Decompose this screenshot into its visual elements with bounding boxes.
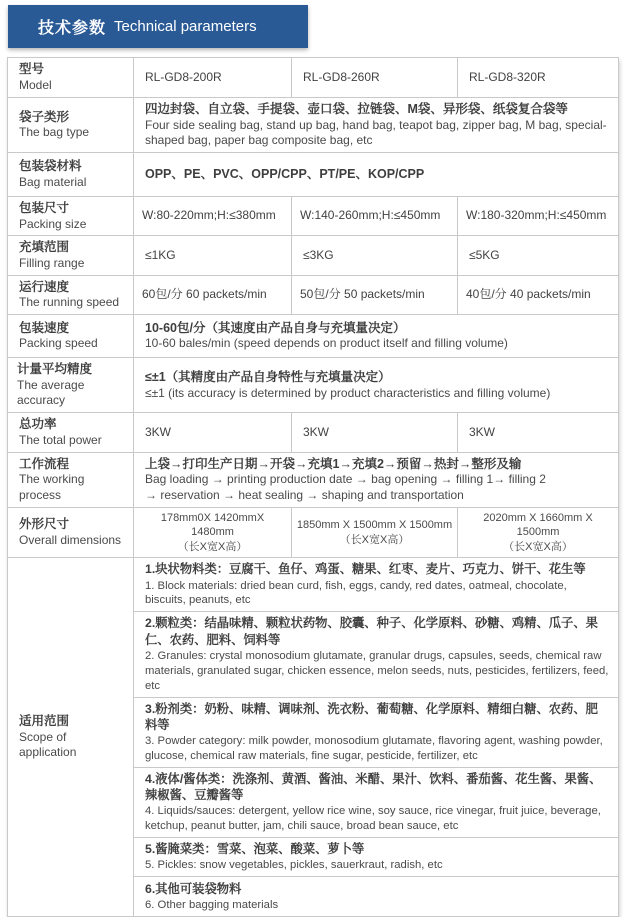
bag-type-label [8,98,134,153]
total-power-value-1: 3KW [134,413,292,452]
row-packing-size [8,197,619,236]
packing-speed-value [134,315,619,358]
model-label-en: Model [19,77,52,92]
dimensions-label-en: Overall dimensions [19,532,122,547]
working-process-label-zh: 工作流程 [19,456,70,471]
row-scope-1 [8,558,619,612]
packing-size-label-zh: 包装尺寸 [19,201,70,216]
running-speed-label-en: The running speed [19,295,120,310]
total-power-label [8,413,134,452]
packing-size-value-2: W:140-260mm;H:≤450mm [292,197,458,236]
scope-item-1-zh: 1.块状物料类：豆腐干、鱼仔、鸡蛋、糖果、红枣、麦片、巧克力、饼干、花生等 [145,562,586,577]
filling-range-label-zh: 充填范围 [19,240,70,255]
row-packing-speed [8,315,619,358]
filling-range-label [8,236,134,275]
running-speed-value-1: 60包/分 60 packets/min [134,275,292,314]
technical-parameters-banner [8,5,308,48]
scope-item-5-zh: 5.酱腌菜类：雪菜、泡菜、酸菜、萝卜等 [145,842,365,857]
packing-size-label-en: Packing size [19,216,87,231]
scope-item-3-zh: 3.粉剂类：奶粉、味精、调味剂、洗衣粉、葡萄糖、化学原料、精细白糖、农药、肥料等 [145,701,598,732]
scope-item-2-zh: 2.颗粒类：结晶味精、颗粒状药物、胶囊、种子、化学原料、砂糖、鸡精、瓜子、果仁、农药、肥料、饲料等 [145,616,598,647]
dimensions-value-1-size: 178mm0X 1420mmX 1480mm [160,511,265,539]
dimensions-value-2 [292,507,458,558]
packing-speed-label [8,315,134,358]
scope-item-3 [134,697,619,767]
scope-item-3-en: 3. Powder category: milk powder, monosodium glutamate, flavoring agent, washing powder, glucose, chemical raw materials, fine sugar, pesticide, fertilizer, etc [145,734,603,762]
row-bag-type [8,98,619,153]
packing-size-value-1: W:80-220mm;H:≤380mm [134,197,292,236]
scope-item-6-en: 6. Other bagging materials [145,898,279,911]
model-label [8,58,134,98]
total-power-label-zh: 总功率 [19,417,57,432]
running-speed-label-zh: 运行速度 [19,279,70,294]
working-process-value-zh: 上袋→打印生产日期→开袋→充填1→充填2→预留→热封→整形及输 [145,456,522,471]
dimensions-value-3-size: 2020mm X 1660mm X 1500mm [483,511,593,539]
packing-size-value-3: W:180-320mm;H:≤450mm [458,197,619,236]
accuracy-value-zh: ≤±1（其精度由产品自身特性与充填量决定） [145,370,391,385]
model-value-3: RL-GD8-320R [458,58,619,98]
scope-label-zh: 适用范围 [19,714,70,729]
working-process-value-en2: → reservation → heat sealing → shaping and transportation [145,487,464,502]
row-bag-material [8,153,619,197]
total-power-value-2: 3KW [292,413,458,452]
spec-table [7,57,619,917]
scope-item-1-en: 1. Block materials: dried bean curd, fish, eggs, candy, red dates, oatmeal, chocolate, biscuits, peanuts, etc [145,579,567,607]
row-running-speed [8,275,619,314]
packing-speed-value-zh: 10-60包/分（其速度由产品自身与充填量决定） [145,320,406,335]
scope-item-6 [134,877,619,917]
dimensions-value-1 [134,507,292,558]
row-model [8,58,619,98]
accuracy-value-en: ≤±1 (its accuracy is determined by product characteristics and filling volume) [145,385,551,400]
dimensions-value-3-note: （长X宽X高） [503,540,573,553]
working-process-label-en: The working process [19,472,85,502]
accuracy-label-en: The average accuracy [17,377,85,408]
dimensions-value-2-note: （长X宽X高） [339,533,410,546]
model-label-zh: 型号 [19,62,45,77]
packing-speed-label-zh: 包装速度 [19,320,70,335]
dimensions-value-1-note: （长X宽X高） [177,540,248,553]
scope-item-1 [134,558,619,612]
bag-material-label-en: Bag material [19,174,87,189]
filling-range-value-1: ≤1KG [134,236,292,275]
scope-item-4-zh: 4.液体/酱体类：洗涤剂、黄酒、酱油、米醋、果汁、饮料、番茄酱、花生酱、果酱、辣椒酱、豆瓣酱等 [145,771,602,802]
row-dimensions [8,507,619,558]
model-value-1: RL-GD8-200R [134,58,292,98]
packing-speed-value-en: 10-60 bales/min (speed depends on product itself and filling volume) [145,336,508,351]
filling-range-value-2: ≤3KG [292,236,458,275]
row-accuracy [8,358,619,413]
filling-range-value-3: ≤5KG [458,236,619,275]
working-process-value [134,452,619,507]
bag-material-label [8,153,134,197]
bag-type-label-zh: 袋子类形 [19,109,70,124]
packing-speed-label-en: Packing speed [19,336,98,351]
bag-type-value [134,98,619,153]
filling-range-label-en: Filling range [19,255,85,270]
accuracy-value [134,358,619,413]
total-power-label-en: The total power [19,432,102,447]
banner-title-en: Technical parameters [114,18,257,35]
total-power-value-3: 3KW [458,413,619,452]
bag-material-value: OPP、PE、PVC、OPP/CPP、PT/PE、KOP/CPP [134,153,619,197]
dimensions-label [8,507,134,558]
scope-item-4 [134,767,619,837]
dimensions-value-3 [458,507,619,558]
row-filling-range [8,236,619,275]
row-total-power [8,413,619,452]
working-process-label [8,452,134,507]
scope-label-en: Scope of application [19,729,77,760]
banner-title-zh: 技术参数 [38,20,107,37]
running-speed-value-2: 50包/分 50 packets/min [292,275,458,314]
scope-item-6-zh: 6.其他可装袋物料 [145,881,242,896]
model-value-2: RL-GD8-260R [292,58,458,98]
bag-type-value-zh: 四边封袋、自立袋、手提袋、壶口袋、拉链袋、M袋、异形袋、纸袋复合袋等 [145,102,568,116]
scope-item-2 [134,612,619,697]
dimensions-value-2-size: 1850mm X 1500mm X 1500mm [296,519,453,532]
bag-material-label-zh: 包装袋材料 [19,159,82,174]
scope-item-5 [134,838,619,877]
scope-item-5-en: 5. Pickles: snow vegetables, pickles, sauerkraut, radish, etc [145,859,443,872]
scope-item-2-en: 2. Granules: crystal monosodium glutamate, granular drugs, capsules, seeds, chemical raw materials, granulated sugar, chicken essence, melon seeds, nuts, pesticides, fertilizers, feed, etc [145,649,609,692]
scope-label [8,558,134,917]
accuracy-label [8,358,134,413]
accuracy-label-zh: 计量平均精度 [17,362,93,377]
running-speed-value-3: 40包/分 40 packets/min [458,275,619,314]
working-process-value-en1: Bag loading → printing production date → bag opening → filling 1→ filling 2 [145,472,546,487]
packing-size-label [8,197,134,236]
bag-type-label-en: The bag type [19,125,90,140]
scope-item-4-en: 4. Liquids/sauces: detergent, yellow rice wine, soy sauce, rice vinegar, fruit juice, beverage, ketchup, peanut butter, jam, chili sauce, broad bean sauce, etc [145,805,601,833]
bag-type-value-en: Four side sealing bag, stand up bag, hand bag, teapot bag, zipper bag, M bag, special-shaped bag, paper bag composite bag, etc [145,117,607,148]
row-working-process [8,452,619,507]
running-speed-label [8,275,134,314]
dimensions-label-zh: 外形尺寸 [19,517,70,532]
